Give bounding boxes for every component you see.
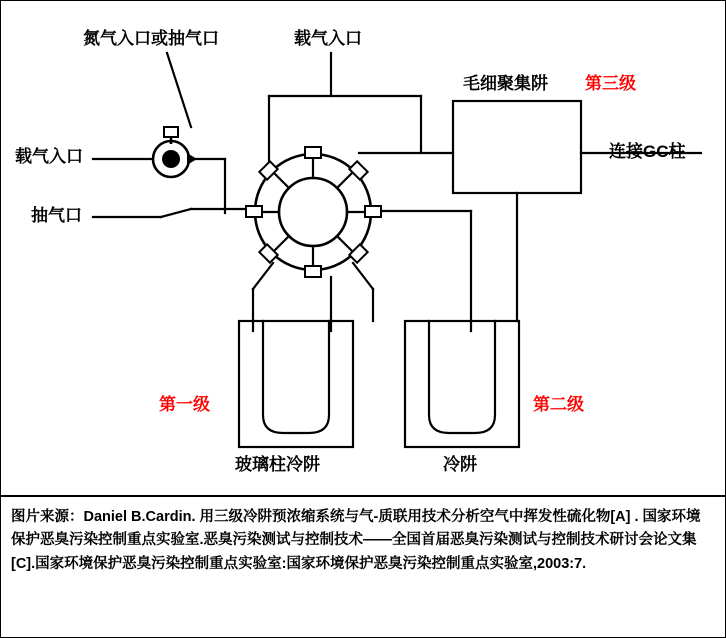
valve-fitting-n [305,147,321,158]
valve-port-ne [337,171,354,188]
label-capillary-trap: 毛细聚集阱 [463,74,548,93]
stage-one-u-tube [263,321,329,433]
valve-fitting-ne [349,161,367,179]
stage-one-dewar [239,321,353,447]
rotary-knob [153,127,197,177]
stage-two-dewar [405,321,519,447]
label-carrier-gas-inlet-top: 载气入口 [294,29,362,48]
label-cold-trap: 冷阱 [443,455,477,474]
valve-fitting-sw [259,244,277,262]
source-caption: 图片来源：Daniel B.Cardin. 用三级冷阱预浓缩系统与气-质联用技术分析空气中挥发性硫化物[A] . 国家环境保护恶臭污染控制重点实验室.恶臭污染测试与控制技术——全国首届恶臭污染测试与控制技术研讨会论文集[C].国家环境保护恶臭污染控制重点实验室:国家环境保护恶臭污染控制重点实验室,2003:7. [1,495,725,637]
diagram-canvas [1,1,725,495]
label-carrier-gas-inlet-left: 载气入口 [15,147,83,166]
label-connect-gc-column: 连接GC柱 [609,142,686,161]
label-vacuum-port: 抽气口 [31,206,82,225]
valve-to-stage-two-a [353,263,373,289]
stage-two-u-tube [429,321,495,433]
valve-to-stage-one-a [253,263,273,289]
valve-fitting-s [305,266,321,277]
capillary-trap-box [453,101,581,193]
label-stage-two: 第二级 [533,395,584,414]
valve-fitting-nw [259,161,277,179]
valve-fitting-w [246,206,262,217]
valve-fitting-se [349,244,367,262]
valve-fitting-e [365,206,381,217]
label-stage-one: 第一级 [159,395,210,414]
label-glass-column-cold-trap: 玻璃柱冷阱 [235,455,320,474]
label-nitrogen-inlet: 氮气入口或抽气口 [83,29,219,48]
knob-arrow [187,153,197,165]
nitrogen-inlet-leader [167,53,191,127]
vacuum-port-jog [161,209,191,217]
label-stage-three: 第三级 [585,74,636,93]
valve-port-se [337,236,354,253]
